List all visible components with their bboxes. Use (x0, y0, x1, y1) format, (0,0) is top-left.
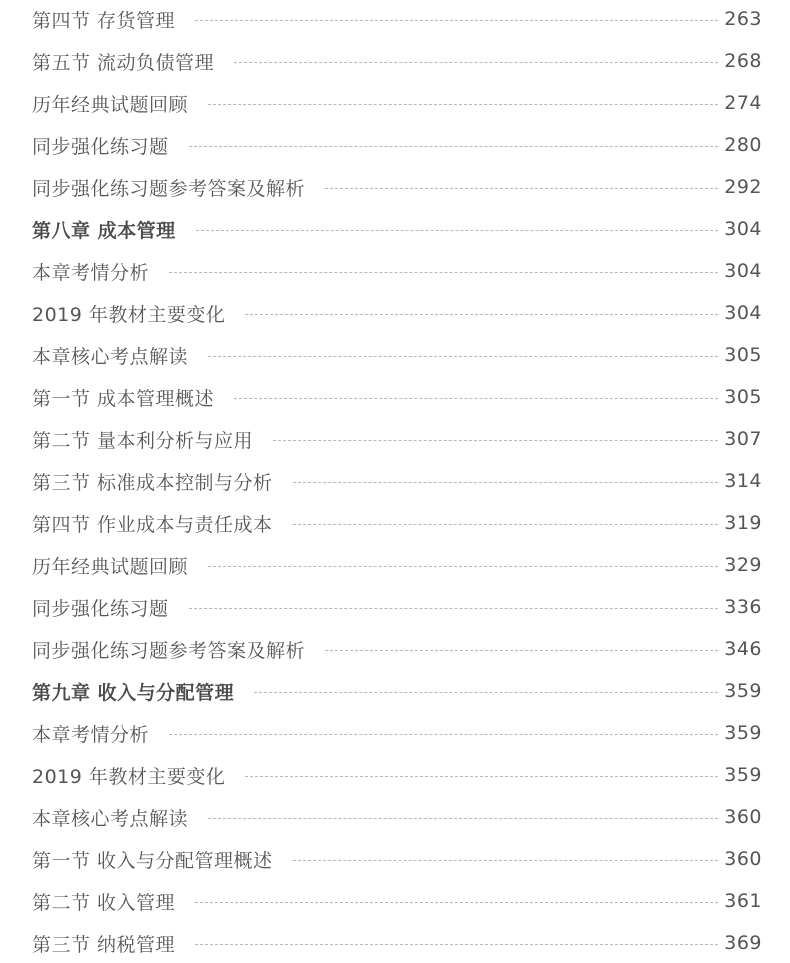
toc-entry-page: 359 (724, 722, 762, 744)
toc-entry[interactable] (32, 3, 762, 35)
toc-entry-page: 359 (724, 680, 762, 702)
toc-entry-page: 360 (724, 806, 762, 828)
toc-leader-dots (293, 860, 718, 861)
toc-entry[interactable] (32, 591, 762, 623)
toc-entry-page: 346 (724, 638, 762, 660)
toc-entry-page: 268 (724, 50, 762, 72)
toc-entry[interactable] (32, 129, 762, 161)
toc-leader-dots (325, 650, 718, 651)
toc-leader-dots (245, 314, 718, 315)
toc-leader-dots (234, 62, 718, 63)
toc-leader-dots (169, 734, 718, 735)
toc-entry-page: 307 (724, 428, 762, 450)
toc-entry[interactable] (32, 339, 762, 371)
toc-entry-page: 304 (724, 218, 762, 240)
toc-chapter-entry[interactable] (32, 675, 762, 707)
toc-leader-dots (234, 398, 718, 399)
toc-entry[interactable] (32, 885, 762, 917)
toc-chapter-title: 第八章 成本管理 (32, 219, 176, 242)
toc-leader-dots (195, 944, 718, 945)
toc-entry-title: 第一节 收入与分配管理概述 (32, 849, 273, 872)
toc-entry-title: 第三节 纳税管理 (32, 933, 176, 956)
toc-entry[interactable] (32, 633, 762, 665)
toc-entry-title: 本章考情分析 (32, 723, 150, 746)
toc-entry-title: 同步强化练习题 (32, 597, 169, 620)
toc-leader-dots (189, 146, 718, 147)
toc-chapter-title: 第九章 收入与分配管理 (32, 681, 235, 704)
toc-leader-dots (245, 776, 718, 777)
toc-entry[interactable] (32, 255, 762, 287)
toc-leader-dots (273, 440, 718, 441)
toc-entry-page: 292 (724, 176, 762, 198)
toc-leader-dots (325, 188, 718, 189)
toc-entry-title: 本章核心考点解读 (32, 345, 189, 368)
toc-entry[interactable] (32, 717, 762, 749)
toc-entry-page: 360 (724, 848, 762, 870)
toc-entry-title: 历年经典试题回顾 (32, 93, 189, 116)
toc-entry-page: 319 (724, 512, 762, 534)
toc-entry[interactable] (32, 87, 762, 119)
toc-entry[interactable] (32, 381, 762, 413)
toc-entry-title: 第二节 量本利分析与应用 (32, 429, 254, 452)
toc-entry[interactable] (32, 927, 762, 959)
toc-entry-page: 263 (724, 8, 762, 30)
toc-entry-page: 361 (724, 890, 762, 912)
toc-entry-title: 同步强化练习题参考答案及解析 (32, 177, 306, 200)
toc-leader-dots (208, 356, 718, 357)
toc-leader-dots (208, 818, 718, 819)
toc-entry[interactable] (32, 423, 762, 455)
toc-entry[interactable] (32, 297, 762, 329)
toc-entry[interactable] (32, 507, 762, 539)
toc-entry-page: 274 (724, 92, 762, 114)
toc-entry-title: 历年经典试题回顾 (32, 555, 189, 578)
toc-entry-title: 2019 年教材主要变化 (32, 303, 226, 326)
toc-entry-page: 304 (724, 302, 762, 324)
toc-entry-page: 314 (724, 470, 762, 492)
toc-leader-dots (293, 482, 718, 483)
toc-entry[interactable] (32, 171, 762, 203)
toc-entry[interactable] (32, 465, 762, 497)
toc-leader-dots (195, 20, 718, 21)
toc-entry-page: 280 (724, 134, 762, 156)
toc-entry-page: 305 (724, 386, 762, 408)
toc-entry-title: 第五节 流动负债管理 (32, 51, 215, 74)
toc-entry-page: 304 (724, 260, 762, 282)
toc-entry-title: 第一节 成本管理概述 (32, 387, 215, 410)
toc-entry-page: 359 (724, 764, 762, 786)
toc-entry[interactable] (32, 759, 762, 791)
toc-entry[interactable] (32, 45, 762, 77)
toc-entry-page: 329 (724, 554, 762, 576)
toc-leader-dots (208, 566, 718, 567)
toc-leader-dots (195, 902, 718, 903)
toc-leader-dots (208, 104, 718, 105)
toc-entry-title: 2019 年教材主要变化 (32, 765, 226, 788)
toc-entry-title: 第四节 作业成本与责任成本 (32, 513, 273, 536)
toc-entry-title: 第三节 标准成本控制与分析 (32, 471, 273, 494)
toc-entry-title: 同步强化练习题参考答案及解析 (32, 639, 306, 662)
toc-entry-title: 同步强化练习题 (32, 135, 169, 158)
toc-entry-title: 第二节 收入管理 (32, 891, 176, 914)
toc-leader-dots (169, 272, 718, 273)
toc-entry-title: 本章考情分析 (32, 261, 150, 284)
toc-entry[interactable] (32, 801, 762, 833)
toc-entry-title: 第四节 存货管理 (32, 9, 176, 32)
toc-leader-dots (293, 524, 718, 525)
toc-entry[interactable] (32, 549, 762, 581)
toc-leader-dots (254, 692, 718, 693)
toc-leader-dots (189, 608, 718, 609)
toc-chapter-entry[interactable] (32, 213, 762, 245)
toc-entry-page: 305 (724, 344, 762, 366)
toc-entry-page: 336 (724, 596, 762, 618)
toc-entry-page: 369 (724, 932, 762, 954)
toc-entry[interactable] (32, 843, 762, 875)
toc-entry-title: 本章核心考点解读 (32, 807, 189, 830)
toc-leader-dots (196, 230, 718, 231)
